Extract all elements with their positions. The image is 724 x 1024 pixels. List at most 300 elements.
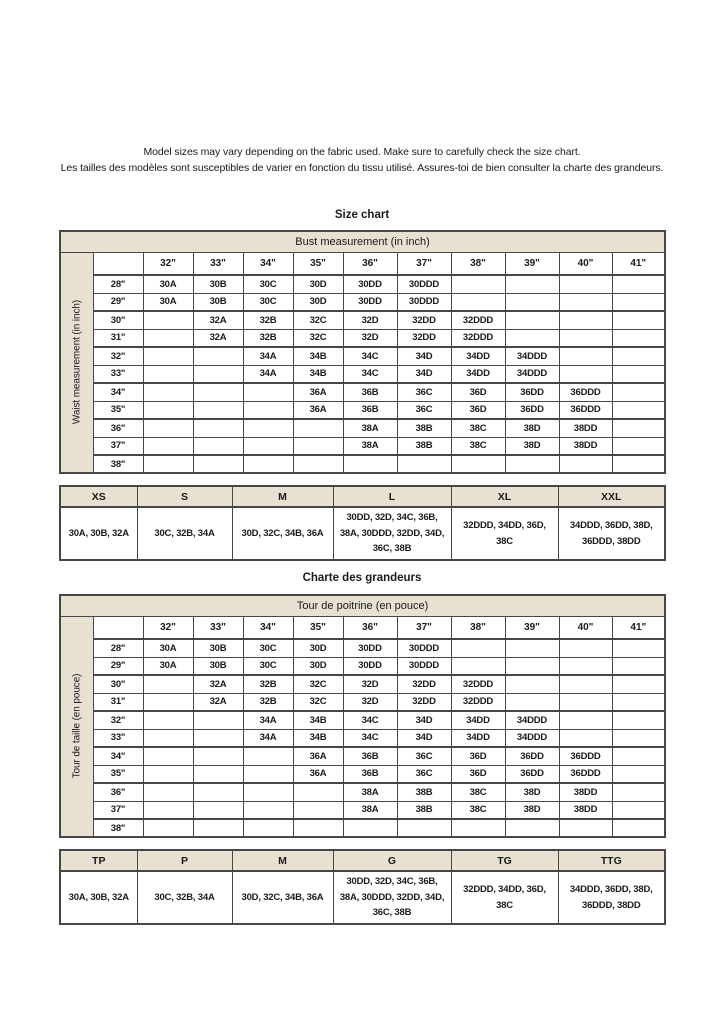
bra-size-cell: 38DD xyxy=(559,783,612,801)
bra-size-cell: 36DDD xyxy=(559,383,612,401)
bra-size-cell: 34B xyxy=(293,365,343,383)
bra-size-cell: 36C xyxy=(397,765,451,783)
bra-size-cell xyxy=(193,347,243,365)
bra-size-cell: 36C xyxy=(397,383,451,401)
bra-size-cell: 36C xyxy=(397,747,451,765)
bra-size-cell xyxy=(559,639,612,657)
bra-size-cell: 36A xyxy=(293,747,343,765)
bra-size-cell xyxy=(143,819,193,837)
bra-size-cell xyxy=(243,401,293,419)
bra-size-cell: 34DD xyxy=(451,711,505,729)
bra-size-cell xyxy=(559,347,612,365)
bra-size-cell: 32A xyxy=(193,329,243,347)
bust-size-header: 37" xyxy=(397,252,451,275)
bra-size-cell: 32C xyxy=(293,311,343,329)
bra-size-cell: 30B xyxy=(193,275,243,293)
bra-size-cell xyxy=(559,693,612,711)
size-group-values: 30D, 32C, 34B, 36A xyxy=(232,871,333,924)
bra-size-cell: 38B xyxy=(397,437,451,455)
bra-size-cell xyxy=(559,275,612,293)
bra-size-cell: 36B xyxy=(343,401,397,419)
bra-size-cell: 30DDD xyxy=(397,657,451,675)
bra-size-cell: 34B xyxy=(293,347,343,365)
size-group-header: G xyxy=(333,850,451,871)
bra-size-cell xyxy=(505,293,559,311)
size-group-values: 30A, 30B, 32A xyxy=(60,507,137,560)
bra-size-cell xyxy=(143,347,193,365)
waist-size-cell: 32" xyxy=(93,347,143,365)
bra-size-cell: 34DDD xyxy=(505,711,559,729)
bust-size-header: 40" xyxy=(559,616,612,639)
bra-size-cell xyxy=(505,455,559,473)
bra-size-cell: 34DDD xyxy=(505,365,559,383)
bra-size-cell: 32D xyxy=(343,329,397,347)
intro-text xyxy=(59,145,665,176)
bust-size-header: 34" xyxy=(243,616,293,639)
bra-size-cell: 30D xyxy=(293,293,343,311)
bra-size-cell xyxy=(193,729,243,747)
bra-size-cell: 36DDD xyxy=(559,747,612,765)
bra-size-cell: 30D xyxy=(293,639,343,657)
size-chart-title-english: Size chart xyxy=(334,209,390,221)
bra-size-cell xyxy=(612,347,665,365)
size-chart-table-english xyxy=(59,230,666,474)
bra-size-cell: 38D xyxy=(505,783,559,801)
bra-size-cell xyxy=(612,365,665,383)
bra-size-cell: 32D xyxy=(343,311,397,329)
size-group-header: P xyxy=(137,850,232,871)
bra-size-cell xyxy=(505,639,559,657)
bra-size-cell xyxy=(505,675,559,693)
bra-size-cell xyxy=(143,401,193,419)
waist-size-cell: 29" xyxy=(93,293,143,311)
bra-size-cell xyxy=(243,783,293,801)
waist-size-cell: 31" xyxy=(93,693,143,711)
bust-size-header: 34" xyxy=(243,252,293,275)
bra-size-cell xyxy=(143,419,193,437)
bra-size-cell: 34DD xyxy=(451,365,505,383)
bra-size-cell: 36DD xyxy=(505,383,559,401)
waist-size-cell: 34" xyxy=(93,747,143,765)
bra-size-cell: 30C xyxy=(243,293,293,311)
size-group-header: L xyxy=(333,486,451,507)
bra-size-cell: 38C xyxy=(451,419,505,437)
bust-size-header: 38" xyxy=(451,252,505,275)
bra-size-cell xyxy=(559,329,612,347)
size-group-values: 30C, 32B, 34A xyxy=(137,871,232,924)
size-group-header: TP xyxy=(60,850,137,871)
size-group-header: XL xyxy=(451,486,558,507)
bra-size-cell xyxy=(505,819,559,837)
bra-size-cell: 36B xyxy=(343,383,397,401)
document-content xyxy=(59,0,665,1024)
waist-axis-label: Tour de taille (en pouce) xyxy=(60,616,93,837)
bra-size-cell: 34A xyxy=(243,729,293,747)
bra-size-cell: 34D xyxy=(397,365,451,383)
bra-size-cell xyxy=(612,383,665,401)
bra-size-cell xyxy=(559,657,612,675)
bra-size-cell: 36B xyxy=(343,765,397,783)
bra-size-cell: 36DDD xyxy=(559,401,612,419)
size-group-values: 30A, 30B, 32A xyxy=(60,871,137,924)
bra-size-cell xyxy=(559,293,612,311)
bra-size-cell xyxy=(193,419,243,437)
waist-size-cell: 33" xyxy=(93,365,143,383)
bra-size-cell: 38DD xyxy=(559,419,612,437)
bra-size-cell: 30DDD xyxy=(397,275,451,293)
bra-size-cell xyxy=(612,311,665,329)
bra-size-cell: 36D xyxy=(451,747,505,765)
bra-size-cell: 32DDD xyxy=(451,329,505,347)
bra-size-cell xyxy=(612,275,665,293)
bra-size-cell xyxy=(243,765,293,783)
bra-size-cell: 38DD xyxy=(559,801,612,819)
bra-size-cell: 30B xyxy=(193,293,243,311)
bra-size-cell xyxy=(612,711,665,729)
bra-size-cell xyxy=(612,639,665,657)
bra-size-cell: 38A xyxy=(343,437,397,455)
size-groups-table-french xyxy=(59,849,666,925)
bust-size-header: 33" xyxy=(193,616,243,639)
bra-size-cell: 30C xyxy=(243,657,293,675)
bra-size-cell: 36D xyxy=(451,383,505,401)
bra-size-cell: 34B xyxy=(293,711,343,729)
size-group-header: XS xyxy=(60,486,137,507)
bra-size-cell: 34D xyxy=(397,347,451,365)
waist-size-cell: 38" xyxy=(93,455,143,473)
intro-line-french: Les tailles des modèles sont susceptibles de varier en fonction du tissu utilisé. Assures-toi de bien consulter la charte des grandeurs. xyxy=(60,161,664,174)
bra-size-cell xyxy=(293,801,343,819)
bra-size-cell: 38D xyxy=(505,419,559,437)
bra-size-cell xyxy=(612,801,665,819)
bra-size-cell xyxy=(143,365,193,383)
bra-size-cell: 36DD xyxy=(505,765,559,783)
bra-size-cell xyxy=(143,783,193,801)
bra-size-cell: 34DDD xyxy=(505,729,559,747)
bra-size-cell: 38DD xyxy=(559,437,612,455)
bra-size-cell xyxy=(143,329,193,347)
bra-size-cell: 38A xyxy=(343,801,397,819)
bra-size-cell xyxy=(451,819,505,837)
bra-size-cell xyxy=(612,293,665,311)
bra-size-cell xyxy=(612,401,665,419)
waist-size-cell: 33" xyxy=(93,729,143,747)
bra-size-cell xyxy=(243,383,293,401)
bust-size-header: 41" xyxy=(612,252,665,275)
bra-size-cell xyxy=(451,657,505,675)
bra-size-cell xyxy=(559,365,612,383)
bra-size-cell xyxy=(243,455,293,473)
bra-size-cell xyxy=(243,419,293,437)
waist-size-cell: 34" xyxy=(93,383,143,401)
size-group-header: TG xyxy=(451,850,558,871)
bra-size-cell xyxy=(343,455,397,473)
bra-size-cell: 36C xyxy=(397,401,451,419)
bra-size-cell xyxy=(293,419,343,437)
bra-size-cell: 38B xyxy=(397,801,451,819)
bra-size-cell xyxy=(193,455,243,473)
bra-size-cell: 30DD xyxy=(343,293,397,311)
bra-size-cell: 38B xyxy=(397,419,451,437)
bra-size-cell: 36D xyxy=(451,765,505,783)
size-group-values: 34DDD, 36DD, 38D, 36DDD, 38DD xyxy=(558,871,665,924)
bra-size-cell xyxy=(293,437,343,455)
size-group-header: TTG xyxy=(558,850,665,871)
bra-size-cell xyxy=(559,675,612,693)
bra-size-cell xyxy=(559,711,612,729)
bra-size-cell: 30DDD xyxy=(397,293,451,311)
bra-size-cell: 30D xyxy=(293,657,343,675)
bust-size-header: 36" xyxy=(343,616,397,639)
bra-size-cell xyxy=(451,639,505,657)
size-group-header: XXL xyxy=(558,486,665,507)
bra-size-cell: 36A xyxy=(293,765,343,783)
bra-size-cell xyxy=(397,819,451,837)
bra-size-cell: 34A xyxy=(243,711,293,729)
waist-size-cell: 38" xyxy=(93,819,143,837)
bust-size-header: 35" xyxy=(293,252,343,275)
bra-size-cell: 32DDD xyxy=(451,693,505,711)
bra-size-cell: 32B xyxy=(243,693,293,711)
bra-size-cell xyxy=(143,437,193,455)
bra-size-cell: 36DDD xyxy=(559,765,612,783)
bra-size-cell xyxy=(193,401,243,419)
bra-size-cell xyxy=(505,275,559,293)
bust-size-header: 38" xyxy=(451,616,505,639)
bra-size-cell xyxy=(193,801,243,819)
bra-size-cell xyxy=(612,747,665,765)
size-group-values: 32DDD, 34DD, 36D, 38C xyxy=(451,871,558,924)
bra-size-cell: 30DD xyxy=(343,639,397,657)
waist-size-cell: 37" xyxy=(93,437,143,455)
bra-size-cell xyxy=(612,455,665,473)
bra-size-cell: 32D xyxy=(343,675,397,693)
bra-size-cell xyxy=(193,383,243,401)
bra-size-cell: 36DD xyxy=(505,401,559,419)
bra-size-cell: 30A xyxy=(143,293,193,311)
bra-size-cell: 32DD xyxy=(397,311,451,329)
waist-size-cell: 28" xyxy=(93,639,143,657)
waist-size-cell: 35" xyxy=(93,401,143,419)
bra-size-cell xyxy=(193,711,243,729)
size-group-values: 30DD, 32D, 34C, 36B, 38A, 30DDD, 32DD, 34D, 36C, 38B xyxy=(333,871,451,924)
bra-size-cell xyxy=(451,293,505,311)
size-group-values: 30C, 32B, 34A xyxy=(137,507,232,560)
bra-size-cell xyxy=(612,765,665,783)
size-group-values: 30DD, 32D, 34C, 36B, 38A, 30DDD, 32DD, 34D, 36C, 38B xyxy=(333,507,451,560)
bra-size-cell: 32C xyxy=(293,675,343,693)
waist-size-cell: 36" xyxy=(93,783,143,801)
bra-size-cell: 38D xyxy=(505,801,559,819)
bra-size-cell: 36B xyxy=(343,747,397,765)
bra-size-cell: 32B xyxy=(243,311,293,329)
bra-size-cell: 32DDD xyxy=(451,311,505,329)
bra-size-cell xyxy=(559,819,612,837)
bra-size-cell: 34A xyxy=(243,347,293,365)
bra-size-cell xyxy=(612,329,665,347)
bra-size-cell: 32B xyxy=(243,329,293,347)
bra-size-cell xyxy=(293,455,343,473)
size-group-header: S xyxy=(137,486,232,507)
bra-size-cell: 38C xyxy=(451,437,505,455)
bra-size-cell: 34C xyxy=(343,365,397,383)
bust-size-header: 39" xyxy=(505,252,559,275)
bra-size-cell xyxy=(612,693,665,711)
bra-size-cell xyxy=(451,455,505,473)
corner-cell xyxy=(93,252,143,275)
bra-size-cell: 38D xyxy=(505,437,559,455)
bra-size-cell xyxy=(505,657,559,675)
waist-size-cell: 35" xyxy=(93,765,143,783)
bra-size-cell xyxy=(612,675,665,693)
bra-size-cell: 34DD xyxy=(451,347,505,365)
bra-size-cell: 36DD xyxy=(505,747,559,765)
bra-size-cell: 30C xyxy=(243,275,293,293)
bra-size-cell xyxy=(243,801,293,819)
bra-size-cell xyxy=(243,747,293,765)
bra-size-cell: 30B xyxy=(193,657,243,675)
waist-size-cell: 30" xyxy=(93,311,143,329)
waist-size-cell: 32" xyxy=(93,711,143,729)
waist-size-cell: 36" xyxy=(93,419,143,437)
bra-size-cell: 30DDD xyxy=(397,639,451,657)
bra-size-cell xyxy=(243,437,293,455)
bra-size-cell: 38A xyxy=(343,783,397,801)
bra-size-cell xyxy=(143,311,193,329)
waist-axis-label: Waist measurement (in inch) xyxy=(60,252,93,473)
bra-size-cell xyxy=(143,455,193,473)
bra-size-cell: 32C xyxy=(293,693,343,711)
bra-size-cell xyxy=(143,801,193,819)
bra-size-cell: 32A xyxy=(193,311,243,329)
bra-size-cell: 32DD xyxy=(397,329,451,347)
bust-size-header: 40" xyxy=(559,252,612,275)
bra-size-cell: 30A xyxy=(143,657,193,675)
bra-size-cell xyxy=(193,765,243,783)
bra-size-cell: 32DD xyxy=(397,675,451,693)
bra-size-cell xyxy=(612,783,665,801)
waist-size-cell: 28" xyxy=(93,275,143,293)
bra-size-cell xyxy=(243,819,293,837)
bra-size-cell xyxy=(343,819,397,837)
bra-size-cell xyxy=(143,675,193,693)
bra-size-cell xyxy=(397,455,451,473)
bra-size-cell: 34D xyxy=(397,711,451,729)
intro-line-english: Model sizes may vary depending on the fabric used. Make sure to carefully check the size chart. xyxy=(143,146,581,158)
bust-size-header: 35" xyxy=(293,616,343,639)
bra-size-cell xyxy=(505,311,559,329)
size-group-values: 30D, 32C, 34B, 36A xyxy=(232,507,333,560)
size-chart-table-french xyxy=(59,594,666,838)
bra-size-cell: 30B xyxy=(193,639,243,657)
bra-size-cell: 38B xyxy=(397,783,451,801)
bra-size-cell xyxy=(505,329,559,347)
bust-size-header: 36" xyxy=(343,252,397,275)
corner-cell xyxy=(93,616,143,639)
bra-size-cell: 30D xyxy=(293,275,343,293)
bra-size-cell xyxy=(559,729,612,747)
bra-size-cell xyxy=(293,819,343,837)
bust-size-header: 32" xyxy=(143,252,193,275)
bra-size-cell xyxy=(451,275,505,293)
bra-size-cell: 30DD xyxy=(343,275,397,293)
bra-size-cell: 32DD xyxy=(397,693,451,711)
bra-size-cell xyxy=(193,365,243,383)
bra-size-cell xyxy=(505,693,559,711)
bra-size-cell: 34DD xyxy=(451,729,505,747)
size-group-values: 34DDD, 36DD, 38D, 36DDD, 38DD xyxy=(558,507,665,560)
bra-size-cell: 32A xyxy=(193,693,243,711)
bust-measurement-header: Bust measurement (in inch) xyxy=(60,231,665,252)
waist-size-cell: 29" xyxy=(93,657,143,675)
bra-size-cell xyxy=(193,747,243,765)
bra-size-cell xyxy=(143,711,193,729)
bra-size-cell xyxy=(293,783,343,801)
bra-size-cell: 38A xyxy=(343,419,397,437)
bra-size-cell xyxy=(612,729,665,747)
bra-size-cell: 34D xyxy=(397,729,451,747)
bra-size-cell: 34B xyxy=(293,729,343,747)
bra-size-cell xyxy=(612,819,665,837)
bra-size-cell xyxy=(143,765,193,783)
waist-size-cell: 31" xyxy=(93,329,143,347)
bra-size-cell xyxy=(612,657,665,675)
bra-size-cell: 32D xyxy=(343,693,397,711)
bra-size-cell xyxy=(143,729,193,747)
bra-size-cell: 30DD xyxy=(343,657,397,675)
bra-size-cell: 34C xyxy=(343,347,397,365)
size-chart-title-french: Charte des grandeurs xyxy=(302,572,422,584)
waist-size-cell: 30" xyxy=(93,675,143,693)
bra-size-cell xyxy=(559,311,612,329)
bra-size-cell xyxy=(143,693,193,711)
bust-size-header: 41" xyxy=(612,616,665,639)
size-group-values: 32DDD, 34DD, 36D, 38C xyxy=(451,507,558,560)
size-group-header: M xyxy=(232,486,333,507)
bra-size-cell xyxy=(559,455,612,473)
bra-size-cell xyxy=(143,383,193,401)
bra-size-cell xyxy=(612,437,665,455)
bra-size-cell xyxy=(193,437,243,455)
bust-measurement-header: Tour de poitrine (en pouce) xyxy=(60,595,665,616)
bra-size-cell: 32A xyxy=(193,675,243,693)
bust-size-header: 37" xyxy=(397,616,451,639)
bra-size-cell: 34DDD xyxy=(505,347,559,365)
bra-size-cell: 34C xyxy=(343,729,397,747)
bra-size-cell xyxy=(143,747,193,765)
bra-size-cell xyxy=(612,419,665,437)
bra-size-cell: 38C xyxy=(451,783,505,801)
bra-size-cell: 30C xyxy=(243,639,293,657)
waist-size-cell: 37" xyxy=(93,801,143,819)
size-groups-table-english xyxy=(59,485,666,561)
bra-size-cell: 32C xyxy=(293,329,343,347)
bra-size-cell: 32B xyxy=(243,675,293,693)
bra-size-cell: 36D xyxy=(451,401,505,419)
bra-size-cell: 36A xyxy=(293,401,343,419)
bra-size-cell xyxy=(193,819,243,837)
bust-size-header: 32" xyxy=(143,616,193,639)
size-group-header: M xyxy=(232,850,333,871)
bra-size-cell: 30A xyxy=(143,639,193,657)
bust-size-header: 33" xyxy=(193,252,243,275)
bra-size-cell: 34A xyxy=(243,365,293,383)
bra-size-cell xyxy=(193,783,243,801)
bra-size-cell: 32DDD xyxy=(451,675,505,693)
bra-size-cell: 36A xyxy=(293,383,343,401)
bra-size-cell: 34C xyxy=(343,711,397,729)
bra-size-cell: 30A xyxy=(143,275,193,293)
